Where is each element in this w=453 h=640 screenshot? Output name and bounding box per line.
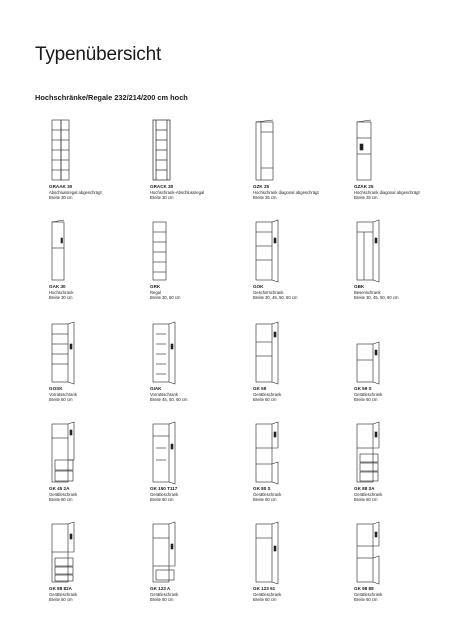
cabinet-item bbox=[253, 420, 353, 520]
cabinet-item bbox=[354, 118, 453, 218]
appliance-cabinet-fridge-tall-icon bbox=[253, 520, 333, 584]
item-description: Gerätleschrank bbox=[253, 491, 282, 497]
item-code: GK 80 S bbox=[253, 486, 271, 491]
cabinet-item bbox=[150, 118, 250, 218]
item-width: Breite 30 cm bbox=[150, 195, 174, 200]
cabinet-item bbox=[150, 218, 250, 318]
item-width: Breite 60 cm bbox=[150, 597, 174, 602]
item-width: Breite 60 cm bbox=[253, 597, 277, 602]
item-code: GK 98 88 bbox=[354, 586, 374, 591]
diagonal-cabinet-open-icon bbox=[354, 118, 434, 182]
pantry-cabinet-icon bbox=[49, 320, 129, 384]
item-code: GBK bbox=[354, 284, 365, 289]
item-width: Breite 30 cm bbox=[49, 295, 73, 300]
page-title: Typenübersicht bbox=[35, 44, 162, 65]
item-width: Breite 30, 45, 50, 60 cm bbox=[253, 295, 298, 300]
item-width: Breite 60 cm bbox=[253, 497, 277, 502]
cabinet-item bbox=[253, 118, 353, 218]
item-width: Breite 30, 45, 50, 60 cm bbox=[354, 295, 399, 300]
tall-cabinet-angled-icon bbox=[49, 218, 129, 282]
appliance-cabinet-oven-icon bbox=[253, 420, 333, 484]
appliance-cabinet-icon bbox=[253, 320, 333, 384]
item-description: Hochschrank bbox=[49, 289, 74, 295]
cabinet-item bbox=[354, 520, 453, 620]
open-shelf-angled-cabinet-icon bbox=[49, 118, 129, 182]
item-width: Breite 30, 50 cm bbox=[150, 295, 181, 300]
appliance-cabinet-double-icon bbox=[354, 520, 434, 584]
item-code: GRACK 30 bbox=[150, 184, 174, 189]
item-code: GZK 25 bbox=[253, 184, 270, 189]
item-description: Abschlussregal abgeschrägt bbox=[49, 189, 102, 195]
end-shelf-cabinet-icon bbox=[150, 118, 230, 182]
item-description: Regal bbox=[150, 289, 161, 295]
item-code: GK 88 82A bbox=[49, 586, 72, 591]
item-description: Hochschrank diagonal abgeschrägt bbox=[253, 189, 319, 195]
item-width: Breite 45, 50, 60 cm bbox=[150, 397, 188, 402]
item-code: GK 150 T117 bbox=[150, 486, 178, 491]
cabinet-item bbox=[49, 520, 149, 620]
item-code: GK 59 S bbox=[354, 386, 372, 391]
cabinet-item bbox=[49, 320, 149, 420]
cabinet-item bbox=[354, 320, 453, 420]
item-width: Breite 25 cm bbox=[354, 195, 378, 200]
item-description: Geschirrschrank bbox=[253, 289, 284, 295]
cabinet-item bbox=[253, 218, 353, 318]
cabinet-item bbox=[253, 520, 353, 620]
item-width: Breite 60 cm bbox=[253, 397, 277, 402]
cabinet-item bbox=[49, 218, 149, 318]
cabinet-item bbox=[354, 218, 453, 318]
item-description: Gerätleschrank bbox=[354, 591, 383, 597]
item-width: Breite 60 cm bbox=[354, 497, 378, 502]
item-description: Hochschrank-Abschlussregal bbox=[150, 189, 205, 195]
broom-cabinet-icon bbox=[354, 218, 434, 282]
appliance-cabinet-drawers-icon bbox=[49, 420, 129, 484]
tall-shelf-icon bbox=[150, 218, 230, 282]
appliance-cabinet-drawer-icon bbox=[150, 520, 230, 584]
cabinet-item bbox=[150, 420, 250, 520]
item-description: Gerätleschrank bbox=[253, 591, 282, 597]
item-width: Breite 60 cm bbox=[150, 497, 174, 502]
item-code: GOK bbox=[253, 284, 264, 289]
cabinet-item bbox=[150, 520, 250, 620]
cabinet-item bbox=[354, 420, 453, 520]
appliance-cabinet-2-drawer-icon bbox=[49, 520, 129, 584]
item-description: Gerätleschrank bbox=[49, 591, 78, 597]
item-code: GAK 30 bbox=[49, 284, 66, 289]
item-width: Breite 30 cm bbox=[49, 195, 73, 200]
appliance-cabinet-3-drawer-icon bbox=[354, 420, 434, 484]
diagonal-cabinet-icon bbox=[253, 118, 333, 182]
item-code: GZAK 25 bbox=[354, 184, 374, 189]
item-description: Vorratsschrank bbox=[150, 391, 178, 397]
item-width: Breite 60 cm bbox=[354, 397, 378, 402]
item-width: Breite 60 cm bbox=[49, 597, 73, 602]
pantry-pullout-cabinet-icon bbox=[150, 320, 230, 384]
item-code: GRAAK 30 bbox=[49, 184, 73, 189]
item-code: GK 123 61 bbox=[253, 586, 276, 591]
item-code: GK 45 2A bbox=[49, 486, 70, 491]
item-description: Gerätleschrank bbox=[354, 391, 383, 397]
item-code: GRK bbox=[150, 284, 161, 289]
item-description: Gerätleschrank bbox=[150, 591, 179, 597]
item-description: Gerätleschrank bbox=[354, 491, 383, 497]
appliance-cabinet-fridge-icon bbox=[150, 420, 230, 484]
tableware-cabinet-icon bbox=[253, 218, 333, 282]
item-description: Besenschrank bbox=[354, 289, 381, 295]
item-description: Gerätleschrank bbox=[49, 491, 78, 497]
cabinet-item bbox=[253, 320, 353, 420]
item-width: Breite 60 cm bbox=[354, 597, 378, 602]
item-code: GIAK bbox=[150, 386, 162, 391]
appliance-cabinet-short-icon bbox=[354, 320, 434, 384]
item-description: Vorratsschrank bbox=[49, 391, 77, 397]
item-code: GK 59 bbox=[253, 386, 267, 391]
cabinet-item bbox=[150, 320, 250, 420]
cabinet-item bbox=[49, 118, 149, 218]
item-code: GK 88 3A bbox=[354, 486, 375, 491]
item-code: GOSK bbox=[49, 386, 63, 391]
cabinet-item bbox=[49, 420, 149, 520]
item-description: Gerätleschrank bbox=[150, 491, 179, 497]
item-width: Breite 60 cm bbox=[49, 497, 73, 502]
item-width: Breite 60 cm bbox=[49, 397, 73, 402]
item-code: GK 123 A bbox=[150, 586, 171, 591]
item-description: Hochschrank diagonal abgeschrägt bbox=[354, 189, 420, 195]
item-description: Gerätleschrank bbox=[253, 391, 282, 397]
item-width: Breite 25 cm bbox=[253, 195, 277, 200]
section-subtitle: Hochschränke/Regale 232/214/200 cm hoch bbox=[35, 93, 188, 102]
